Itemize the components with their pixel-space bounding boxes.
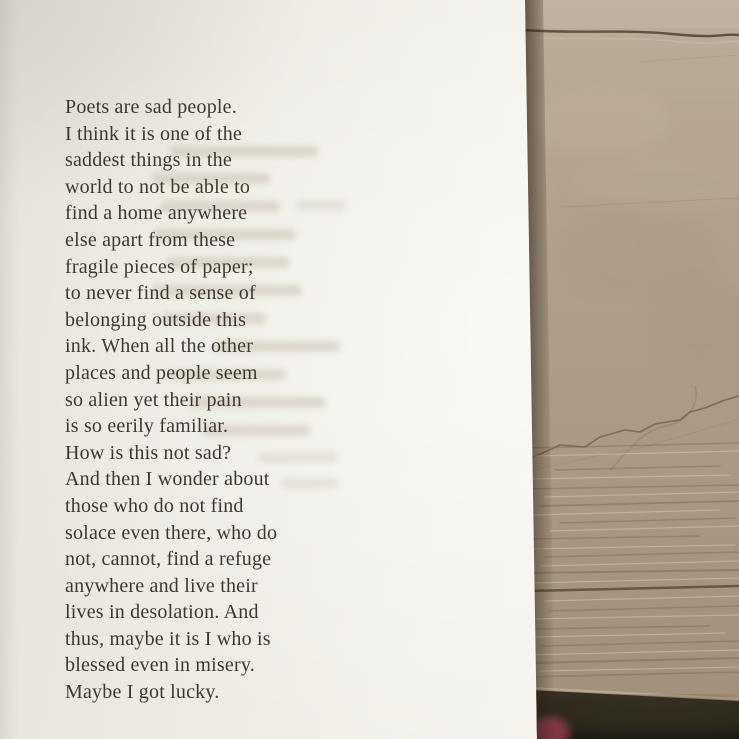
poem-line: is so eerily familiar. [65,415,229,438]
poem-line: Maybe I got lucky. [65,681,220,704]
poem-line: Poets are sad people. [65,96,237,118]
poem-line: ink. When all the other [65,335,254,358]
poem-line: How is this not sad? [65,441,232,464]
poem-line: saddest things in the [65,149,232,172]
poem-line: I think it is one of the [65,122,242,145]
wood-board [512,0,739,739]
poem-line: blessed even in misery. [65,654,255,677]
poem-text [65,94,385,706]
poem-line: to never find a sense of [65,282,256,305]
wood-texture [512,0,739,739]
poem-line: places and people seem [65,361,258,384]
poem-line: world to not be able to [65,175,251,198]
poem-line: anywhere and live their [65,574,258,597]
poem-line: find a home anywhere [65,202,248,225]
page-left-edge-shading [0,0,18,739]
poem-line: And then I wonder about [65,468,270,491]
poem-line: solace even there, who do [65,521,278,544]
poem-line: thus, maybe it is I who is [65,627,271,650]
poem-line: those who do not find [65,494,244,517]
poem-line: fragile pieces of paper; [65,255,254,278]
poem-line: not, cannot, find a refuge [65,548,272,571]
poem-line: belonging outside this [65,308,247,331]
poem-line: else apart from these [65,228,236,251]
poem-line: lives in desolation. And [65,601,259,624]
poem-line: so alien yet their pain [65,388,242,411]
